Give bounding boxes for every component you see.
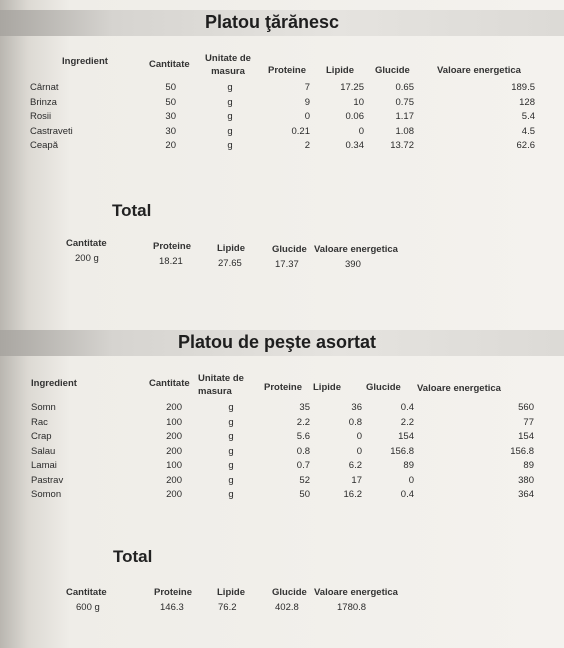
unit-cell: g bbox=[227, 82, 233, 93]
qty-cell: 100 bbox=[166, 416, 182, 428]
total-2-header-lipide: Lipide bbox=[217, 587, 245, 598]
total-1-value-cantitate: 200 g bbox=[75, 253, 99, 264]
qty-cell: 20 bbox=[165, 140, 176, 151]
proteine-cell: 5.6 bbox=[296, 431, 310, 442]
total-1-value-glucide: 17.37 bbox=[275, 259, 299, 270]
header-unitate-line1: Unitate de bbox=[205, 53, 251, 64]
total-1-value-proteine: 18.21 bbox=[159, 256, 183, 267]
unit-cell: g bbox=[227, 140, 233, 151]
unit-cell: g bbox=[227, 125, 233, 137]
unit-cell: g bbox=[228, 402, 234, 413]
qty-cell: 200 bbox=[166, 402, 182, 413]
glucide-cell: 1.08 bbox=[395, 125, 414, 137]
proteine-cell: 35 bbox=[299, 402, 310, 413]
proteine-cell: 7 bbox=[304, 82, 310, 93]
lipide-cell: 0.8 bbox=[348, 416, 362, 428]
total-1-header-cantitate: Cantitate bbox=[66, 238, 107, 249]
ingredient-name: Somn bbox=[31, 402, 56, 413]
total-2-value-glucide: 402.8 bbox=[275, 602, 299, 613]
total-2-header-proteine: Proteine bbox=[154, 587, 193, 598]
valoare-cell: 5.4 bbox=[521, 111, 535, 122]
ingredient-name: Salau bbox=[31, 445, 56, 457]
total-2-value-cantitate: 600 g bbox=[76, 602, 100, 613]
proteine-cell: 2.2 bbox=[296, 416, 310, 428]
total-2-value-lipide: 76.2 bbox=[218, 602, 237, 613]
header-unitate bbox=[200, 52, 256, 78]
header-proteine-2: Proteine bbox=[264, 382, 303, 393]
ingredient-name: Rosii bbox=[30, 111, 52, 122]
ingredient-name: Ceapă bbox=[30, 140, 58, 151]
qty-cell: 100 bbox=[166, 460, 182, 471]
valoare-cell: 77 bbox=[523, 416, 534, 428]
lipide-cell: 0 bbox=[356, 431, 362, 442]
header-valoare-2: Valoare energetica bbox=[417, 383, 501, 394]
proteine-cell: 0.7 bbox=[296, 460, 310, 471]
header-cantitate: Cantitate bbox=[149, 59, 190, 70]
proteine-cell: 0.8 bbox=[296, 445, 310, 457]
header-unitate-line2: masura bbox=[211, 66, 245, 77]
glucide-cell: 156.8 bbox=[390, 445, 414, 457]
header-proteine: Proteine bbox=[268, 65, 307, 76]
proteine-cell: 0.21 bbox=[291, 125, 310, 137]
qty-cell: 200 bbox=[166, 474, 182, 486]
lipide-cell: 0.06 bbox=[345, 111, 364, 122]
header-cantitate-2: Cantitate bbox=[149, 378, 190, 389]
ingredient-name: Lamai bbox=[31, 460, 57, 471]
ingredient-name: Rac bbox=[31, 416, 48, 428]
ingredient-name: Brinza bbox=[30, 96, 57, 108]
ingredient-name: Somon bbox=[31, 489, 62, 500]
glucide-cell: 0.4 bbox=[400, 489, 414, 500]
proteine-cell: 0 bbox=[304, 111, 310, 122]
header-unitate-2-line2: masura bbox=[198, 386, 232, 397]
total-2-header-glucide: Glucide bbox=[272, 587, 307, 598]
qty-cell: 50 bbox=[165, 96, 176, 108]
valoare-cell: 128 bbox=[519, 96, 535, 108]
valoare-cell: 154 bbox=[518, 431, 534, 442]
ingredient-name: Crap bbox=[31, 431, 52, 442]
total-1-header-glucide: Glucide bbox=[272, 244, 307, 255]
total-2-header-cantitate: Cantitate bbox=[66, 587, 107, 598]
total-1-header-valoare: Valoare energetica bbox=[314, 244, 398, 255]
glucide-cell: 13.72 bbox=[390, 140, 414, 151]
lipide-cell: 36 bbox=[351, 402, 362, 413]
valoare-cell: 62.6 bbox=[516, 140, 535, 151]
ingredient-name: Cârnat bbox=[30, 82, 59, 93]
unit-cell: g bbox=[228, 431, 234, 442]
glucide-cell: 0.75 bbox=[395, 96, 414, 108]
section-2-title: Platou de peşte asortat bbox=[178, 332, 377, 352]
valoare-cell: 189.5 bbox=[511, 82, 535, 93]
header-ingredient-2: Ingredient bbox=[31, 378, 77, 389]
valoare-cell: 380 bbox=[518, 474, 534, 486]
header-unitate-2-line1: Unitate de bbox=[198, 373, 244, 384]
valoare-cell: 560 bbox=[518, 402, 534, 413]
valoare-cell: 156.8 bbox=[510, 445, 534, 457]
glucide-cell: 0.65 bbox=[395, 82, 414, 93]
ingredient-name: Castraveti bbox=[30, 125, 73, 137]
unit-cell: g bbox=[228, 445, 234, 457]
lipide-cell: 17 bbox=[351, 474, 362, 486]
glucide-cell: 0.4 bbox=[400, 402, 414, 413]
glucide-cell: 154 bbox=[398, 431, 414, 442]
qty-cell: 200 bbox=[166, 431, 182, 442]
qty-cell: 30 bbox=[165, 111, 176, 122]
proteine-cell: 52 bbox=[299, 474, 310, 486]
header-lipide-2: Lipide bbox=[313, 382, 341, 393]
lipide-cell: 0 bbox=[356, 445, 362, 457]
total-1-header-proteine: Proteine bbox=[153, 241, 192, 252]
total-2-value-valoare: 1780.8 bbox=[337, 602, 367, 613]
valoare-cell: 4.5 bbox=[521, 125, 535, 137]
unit-cell: g bbox=[228, 460, 234, 471]
valoare-cell: 89 bbox=[523, 460, 534, 471]
unit-cell: g bbox=[228, 474, 234, 486]
unit-cell: g bbox=[227, 111, 233, 122]
lipide-cell: 16.2 bbox=[343, 489, 362, 500]
header-ingredient: Ingredient bbox=[62, 56, 108, 67]
unit-cell: g bbox=[228, 416, 234, 428]
unit-cell: g bbox=[228, 489, 234, 500]
header-glucide-2: Glucide bbox=[366, 382, 401, 393]
section-1-total-heading: Total bbox=[112, 201, 152, 220]
qty-cell: 200 bbox=[166, 489, 182, 500]
glucide-cell: 89 bbox=[403, 460, 414, 471]
header-valoare: Valoare energetica bbox=[437, 65, 521, 76]
total-1-header-lipide: Lipide bbox=[217, 243, 245, 254]
header-glucide: Glucide bbox=[375, 65, 410, 76]
qty-cell: 50 bbox=[165, 82, 176, 93]
header-unitate-2 bbox=[198, 372, 244, 398]
lipide-cell: 17.25 bbox=[340, 82, 364, 93]
total-1-value-valoare: 390 bbox=[345, 259, 361, 270]
qty-cell: 30 bbox=[165, 125, 176, 137]
section-2-total-heading: Total bbox=[113, 547, 153, 566]
ingredient-name: Pastrav bbox=[31, 474, 64, 486]
glucide-cell: 1.17 bbox=[395, 111, 414, 122]
section-1-title: Platou ţărănesc bbox=[205, 12, 340, 32]
lipide-cell: 6.2 bbox=[348, 460, 362, 471]
lipide-cell: 10 bbox=[353, 96, 364, 108]
proteine-cell: 2 bbox=[304, 140, 310, 151]
unit-cell: g bbox=[227, 96, 233, 108]
glucide-cell: 0 bbox=[408, 474, 414, 486]
qty-cell: 200 bbox=[166, 445, 182, 457]
proteine-cell: 50 bbox=[299, 489, 310, 500]
glucide-cell: 2.2 bbox=[400, 416, 414, 428]
lipide-cell: 0 bbox=[358, 125, 364, 137]
total-2-header-valoare: Valoare energetica bbox=[314, 587, 398, 598]
valoare-cell: 364 bbox=[518, 489, 534, 500]
lipide-cell: 0.34 bbox=[345, 140, 364, 151]
header-lipide: Lipide bbox=[326, 65, 354, 76]
proteine-cell: 9 bbox=[304, 96, 310, 108]
total-1-value-lipide: 27.65 bbox=[218, 258, 242, 269]
total-2-value-proteine: 146.3 bbox=[160, 602, 184, 613]
